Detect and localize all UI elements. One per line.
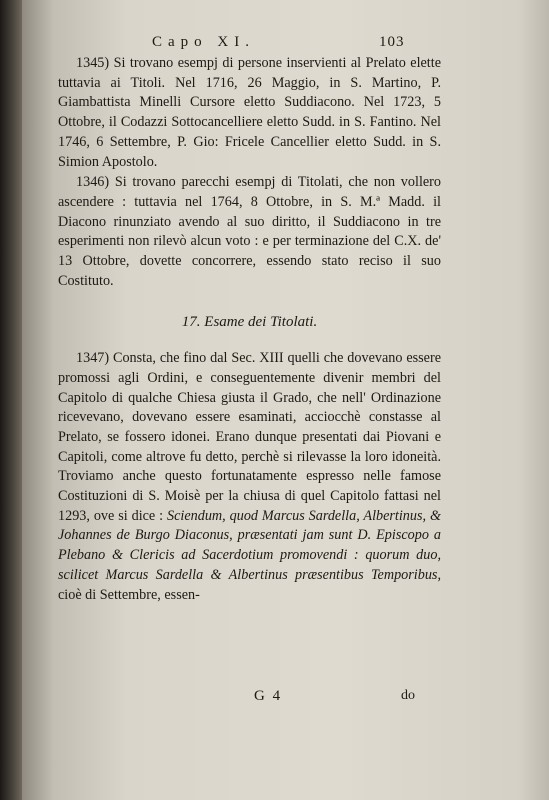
paragraph-1347-tail: cioè di Settembre, essen- xyxy=(58,586,200,603)
page-footer xyxy=(254,688,454,710)
paragraph-1347 xyxy=(58,349,441,605)
page-edge-shade xyxy=(519,0,549,800)
section-heading: 17. Esame dei Titolati. xyxy=(181,314,318,331)
book-page xyxy=(22,0,549,800)
paragraph-1346: 1346) Si trovano parecchi esempj di Titolati, che non vollero ascendere : tuttavia nel 1764, 8 Ottobre, in S. M.ª Madd. il Diacono rinunziato avendo al suo diritto, il Suddiacono in tre esperimenti non rilevò alcun voto : e per terminazione del C.X. de' 13 Ottobre, dovette concorrere, essendo stato reciso il suo Costituto. xyxy=(58,174,441,289)
page-number: 103 xyxy=(379,34,405,50)
catchword: do xyxy=(401,688,415,703)
latin-quotation: Sciendum, quod Marcus Sardella, Albertinus, & Johannes de Burgo Diaconus, præsentati jam sunt D. Episcopo a Plebano & Clericis ad Sacerdotium promovendi : quorum duo, scilicet Marcus Sardella & Albertinus præsentibus Temporibus, xyxy=(58,507,442,583)
body-text xyxy=(58,54,441,605)
paragraph-1347-text: 1347) Consta, che fino dal Sec. XIII quelli che dovevano essere promossi agli Ordini, e conseguentemente divenir membri del Capitolo di qualche Chiesa giusta il Grado, che nell' Ordinazione ricevevano, dovevano essere esaminati, acciocchè constasse al Prelato, se fossero idonei. Erano dunque presentati dai Piovani e Capitoli, come altrove fu detto, perchè si rilevasse la loro idoneità. Troviamo anche questo fortunatamente espresso nelle famose Costituzioni di S. Moisè per la chiusa di quel Capitolo fattasi nel 1293, ove si dice : xyxy=(58,350,441,524)
chapter-heading: Capo XI. xyxy=(152,34,255,50)
signature-mark: G 4 xyxy=(254,688,283,704)
paragraph-1345: 1345) Si trovano esempj di persone inservienti al Prelato elette tuttavia ai Titoli. Nel 1716, 26 Maggio, in S. Martino, P. Giambattista Minelli Cursore eletto Suddiacono. Nel 1723, 5 Ottobre, il Codazzi Sottocancelliere eletto Sudd. in S. Fantino. Nel 1746, 6 Settembre, P. Gio: Fricele Cancellier eletto Sudd. in S. Simion Apostolo. xyxy=(58,55,441,170)
book-spine-shadow xyxy=(0,0,22,800)
